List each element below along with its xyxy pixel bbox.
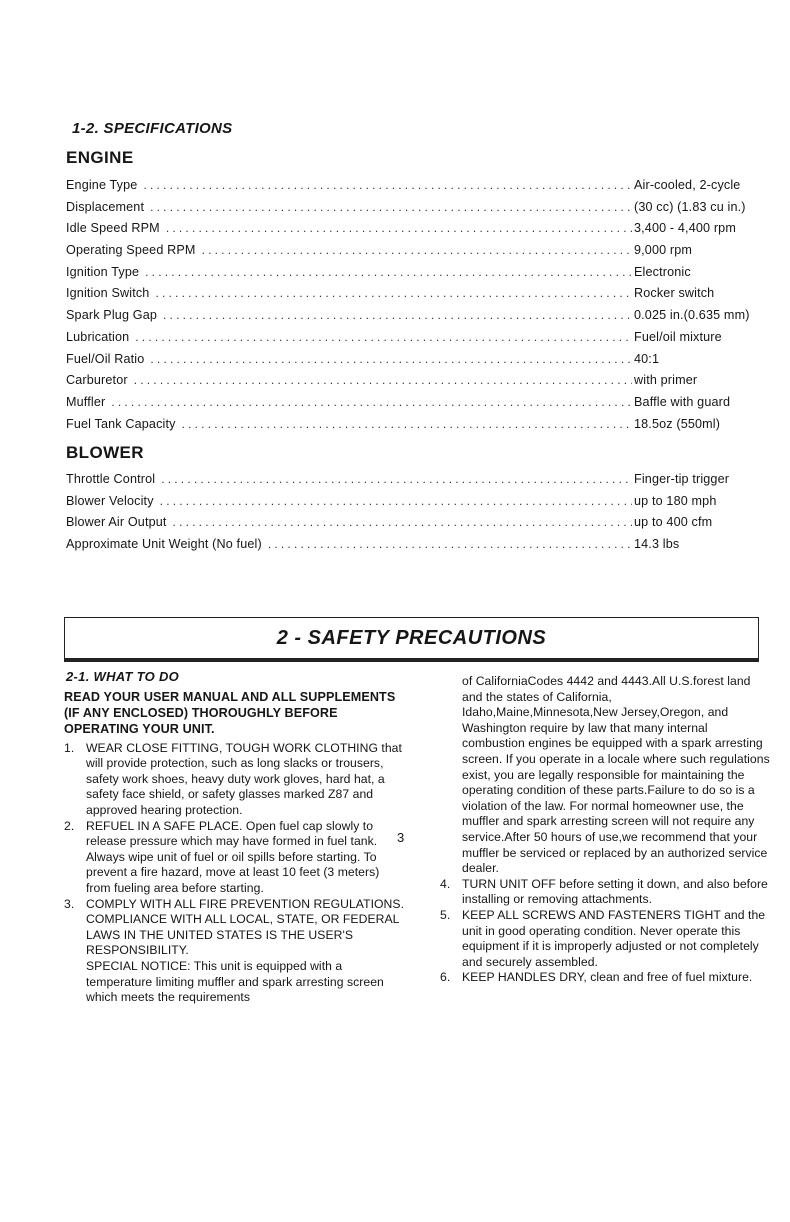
- leader-dots: [166, 221, 632, 235]
- spec-row: [66, 286, 766, 308]
- leader-dots: [150, 352, 632, 366]
- spec-row: [66, 537, 766, 559]
- spec-label: Ignition Switch: [66, 286, 150, 301]
- spec-value: up to 400 cfm: [634, 515, 713, 530]
- spec-label: Throttle Control: [66, 472, 156, 486]
- leader-dots: [163, 308, 632, 322]
- engine-heading: ENGINE: [66, 148, 134, 167]
- spec-row: [66, 515, 766, 537]
- spec-value: Air-cooled, 2-cycle: [634, 178, 741, 192]
- spec-value: up to 180 mph: [634, 493, 717, 508]
- spec-value: 3,400 - 4,400 rpm: [634, 221, 736, 236]
- spec-row: [66, 178, 766, 200]
- spec-value: Electronic: [634, 264, 691, 279]
- leader-dots: [150, 200, 632, 214]
- item-number: 4.: [440, 876, 451, 891]
- item-text: KEEP ALL SCREWS AND FASTENERS TIGHT and the unit in good operating condition. Never operate this equipment if it is improperly adjusted or not completely and securely assembled.: [462, 907, 766, 969]
- spec-value: 18.5oz (550ml): [634, 416, 721, 431]
- item-text: WEAR CLOSE FITTING, TOUGH WORK CLOTHING that will provide protection, such as long slacks or trousers, safety work shoes, heavy duty work gloves, hard hat, a safety face shield, or safety glasses marked Z87 and approved hearing protection.: [86, 740, 402, 817]
- spec-label: Muffler: [66, 394, 106, 409]
- item-body: [462, 877, 770, 908]
- spec-row: [66, 221, 766, 243]
- spec-value: 9,000 rpm: [634, 243, 693, 258]
- right-column: [440, 674, 770, 986]
- intro-paragraph: READ YOUR USER MANUAL AND ALL SUPPLEMENTS (IF ANY ENCLOSED) THOROUGHLY BEFORE OPERATING YOUR UNIT.: [64, 689, 396, 736]
- item-body: [86, 897, 404, 1006]
- item-text: REFUEL IN A SAFE PLACE. Open fuel cap slowly to release pressure which may have formed in fuel tank. Always wipe unit of fuel or oil spills before starting. To prevent a fire hazard, move at least 10 feet (3 meters) from fueling area before starting.: [86, 818, 380, 895]
- item-number: 5.: [440, 907, 451, 922]
- spec-value: Rocker switch: [634, 286, 715, 301]
- item-number: 3.: [64, 896, 75, 911]
- blower-spec-list: [66, 472, 766, 559]
- special-notice: SPECIAL NOTICE: This unit is equipped with a temperature limiting muffler and spark arresting screen which meets the requirements: [86, 958, 384, 1005]
- spec-row: [66, 472, 766, 494]
- precaution-item: [64, 819, 404, 897]
- item-text: TURN UNIT OFF before setting it down, and also before installing or removing attachments.: [462, 876, 768, 907]
- safety-precautions-banner: 2 - SAFETY PRECAUTIONS: [64, 617, 759, 659]
- spec-row: [66, 243, 766, 265]
- spec-row: [66, 417, 766, 439]
- spec-label: Displacement: [66, 199, 145, 214]
- item-number: 2.: [64, 818, 75, 833]
- leader-dots: [134, 373, 632, 387]
- item-body: [462, 908, 770, 970]
- leader-dots: [111, 395, 632, 409]
- spec-label: Ignition Type: [66, 264, 140, 279]
- spec-row: [66, 352, 766, 374]
- item-body: [462, 970, 770, 986]
- item-body: [86, 819, 404, 897]
- spec-row: [66, 308, 766, 330]
- leader-dots: [173, 515, 632, 529]
- spec-row: [66, 494, 766, 516]
- item-text: COMPLY WITH ALL FIRE PREVENTION REGULATIONS. COMPLIANCE WITH ALL LOCAL, STATE, OR FEDERAL LAWS IN THE UNITED STATES IS THE USER'S RESPONSIBILITY.: [86, 896, 405, 958]
- leader-dots: [155, 286, 632, 300]
- spec-value: with primer: [634, 373, 698, 388]
- spec-value: Finger-tip trigger: [634, 472, 730, 486]
- engine-spec-list: [66, 178, 766, 438]
- spec-value: 0.025 in.(0.635 mm): [634, 308, 750, 323]
- precaution-item: [440, 970, 770, 986]
- spec-label: Operating Speed RPM: [66, 243, 196, 258]
- spec-label: Fuel/Oil Ratio: [66, 351, 145, 366]
- leader-dots: [160, 494, 632, 508]
- spec-row: [66, 265, 766, 287]
- spec-row: [66, 330, 766, 352]
- spec-label: Blower Air Output: [66, 515, 167, 530]
- precaution-list-left: [64, 741, 404, 1006]
- spec-label: Approximate Unit Weight (No fuel): [66, 537, 262, 552]
- spec-label: Fuel Tank Capacity: [66, 416, 176, 431]
- blower-heading: BLOWER: [66, 443, 144, 462]
- item-number: 1.: [64, 740, 75, 755]
- spec-value: Fuel/oil mixture: [634, 329, 722, 344]
- spec-value: 40:1: [634, 351, 660, 366]
- leader-dots: [161, 472, 632, 486]
- what-to-do-title: 2-1. WHAT TO DO: [66, 669, 180, 684]
- item-number: 6.: [440, 970, 451, 985]
- leader-dots: [182, 417, 632, 431]
- item-text: KEEP HANDLES DRY, clean and free of fuel mixture.: [462, 970, 753, 985]
- spec-label: Blower Velocity: [66, 493, 154, 508]
- spec-row: [66, 395, 766, 417]
- spec-label: Spark Plug Gap: [66, 308, 158, 323]
- spec-value: Baffle with guard: [634, 394, 731, 409]
- spec-label: Lubrication: [66, 329, 130, 344]
- precaution-item: [64, 897, 404, 1006]
- item-body: [86, 741, 404, 819]
- leader-dots: [202, 243, 632, 257]
- precaution-item: [440, 877, 770, 908]
- page-number: 3: [397, 830, 405, 845]
- leader-dots: [135, 330, 632, 344]
- spec-row: [66, 373, 766, 395]
- spec-label: Engine Type: [66, 178, 138, 192]
- section-title: 1-2. SPECIFICATIONS: [72, 120, 233, 137]
- precaution-list-right: [440, 877, 770, 986]
- spec-label: Idle Speed RPM: [66, 221, 160, 236]
- spec-row: [66, 200, 766, 222]
- leader-dots: [268, 537, 632, 551]
- continuation-text: of CaliforniaCodes 4442 and 4443.All U.S.forest land and the states of California, Idaho,Maine,Minnesota,New Jersey,Oregon, and Washington require by law that many internal combustion engines be equipped with a spark arresting screen. If you operate in a locale where such regulations exist, you are legally responsible for maintaining the operating condition of these parts.Failure to do so is a violation of the law. For normal homeowner use, the muffler and spark arresting screen will not require any service.After 50 hours of use,we recommend that your muffler be serviced or replaced by an authorized service dealer.: [462, 674, 770, 876]
- spec-label: Carburetor: [66, 373, 128, 388]
- precaution-item: [64, 741, 404, 819]
- spec-value: (30 cc) (1.83 cu in.): [634, 199, 746, 214]
- left-column: [64, 669, 404, 1006]
- spec-value: 14.3 lbs: [634, 537, 680, 552]
- precaution-item: [440, 908, 770, 970]
- leader-dots: [145, 265, 632, 279]
- continuation-paragraph: [440, 674, 770, 877]
- leader-dots: [143, 178, 632, 192]
